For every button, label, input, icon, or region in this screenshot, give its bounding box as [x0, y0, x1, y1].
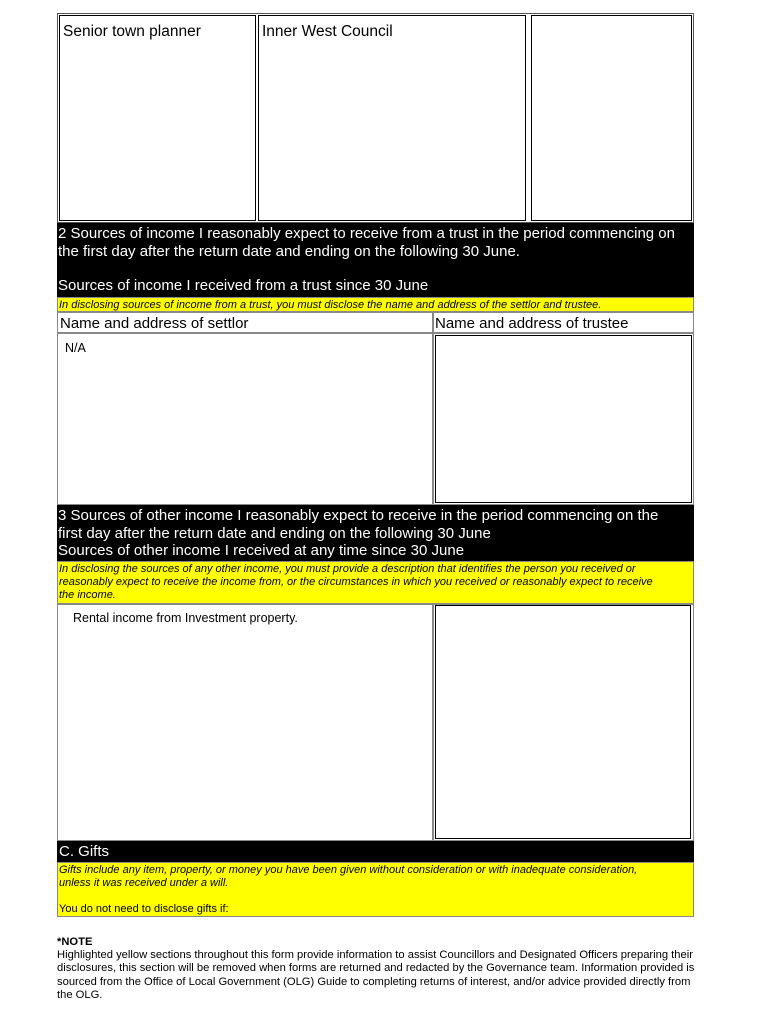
- settlor-header-label: Name and address of settlor: [60, 315, 249, 332]
- section-3-heading: [57, 505, 694, 561]
- other-income-cell-2[interactable]: [435, 605, 691, 839]
- section-3-note-line3: the income.: [59, 589, 116, 601]
- footer-note: [57, 936, 737, 1002]
- gifts-note-line2: unless it was received under a will.: [59, 877, 229, 889]
- footer-note-line1: Highlighted yellow sections throughout this form provide information to assist Councillors and Designated Officers preparing their: [57, 949, 693, 962]
- section-2-heading: [57, 223, 694, 297]
- section-3-note-line1: In disclosing the sources of any other income, you must provide a description that identifies the person you received or: [59, 563, 636, 575]
- footer-note-line3: sourced from the Office of Local Government (OLG) Guide to completing returns of interest, and/or advice provided directly from: [57, 975, 691, 988]
- gifts-heading-text: C. Gifts: [59, 843, 110, 860]
- trustee-header: [433, 312, 694, 333]
- settlor-value: N/A: [65, 341, 86, 355]
- section-2-heading-line2: the first day after the return date and ending on the following 30 June.: [58, 242, 520, 260]
- gifts-note-line3: You do not need to disclose gifts if:: [59, 903, 229, 915]
- gifts-heading: [57, 841, 694, 862]
- section-2-note-text: In disclosing sources of income from a trust, you must disclose the name and address of the settlor and trustee.: [59, 299, 602, 311]
- trustee-cell[interactable]: [435, 335, 692, 503]
- trustee-header-label: Name and address of trustee: [435, 315, 629, 332]
- role-value: Senior town planner: [63, 23, 201, 40]
- section-2-heading-line1: 2 Sources of income I reasonably expect to receive from a trust in the period commencing on: [58, 225, 675, 242]
- role-cell[interactable]: [59, 15, 256, 221]
- organisation-value: Inner West Council: [262, 23, 393, 40]
- settlor-cell[interactable]: [57, 333, 433, 505]
- footer-note-line4: the OLG.: [57, 988, 103, 1001]
- organisation-cell[interactable]: [258, 15, 526, 221]
- gifts-note-line1: Gifts include any item, property, or money you have been given without consideration or with inadequate consideration,: [59, 864, 638, 876]
- section-3-heading-line3: Sources of other income I received at any time since 30 June: [58, 542, 465, 559]
- section-2-heading-line3: Sources of income I received from a trust since 30 June: [58, 277, 429, 294]
- section-3-heading-line1: 3 Sources of other income I reasonably expect to receive in the period commencing on the: [58, 507, 659, 524]
- other-income-value: Rental income from Investment property.: [73, 611, 298, 625]
- gifts-note: [57, 862, 694, 917]
- third-cell-value: [532, 16, 691, 21]
- settlor-header: [57, 312, 433, 333]
- other-income-cell[interactable]: [57, 604, 433, 841]
- footer-note-title: *NOTE: [57, 936, 93, 948]
- section-3-heading-line2: first day after the return date and ending on the following 30 June: [58, 524, 491, 542]
- footer-note-line2: disclosures, this section will be removed when forms are returned and redacted by the Governance team. Information provided is: [57, 962, 695, 975]
- third-cell[interactable]: [531, 15, 692, 221]
- section-3-note: [57, 561, 694, 604]
- section-3-note-line2: reasonably expect to receive the income from, or the circumstances in which you received or reasonably expect to receive: [59, 576, 653, 588]
- section-2-note: [57, 297, 694, 312]
